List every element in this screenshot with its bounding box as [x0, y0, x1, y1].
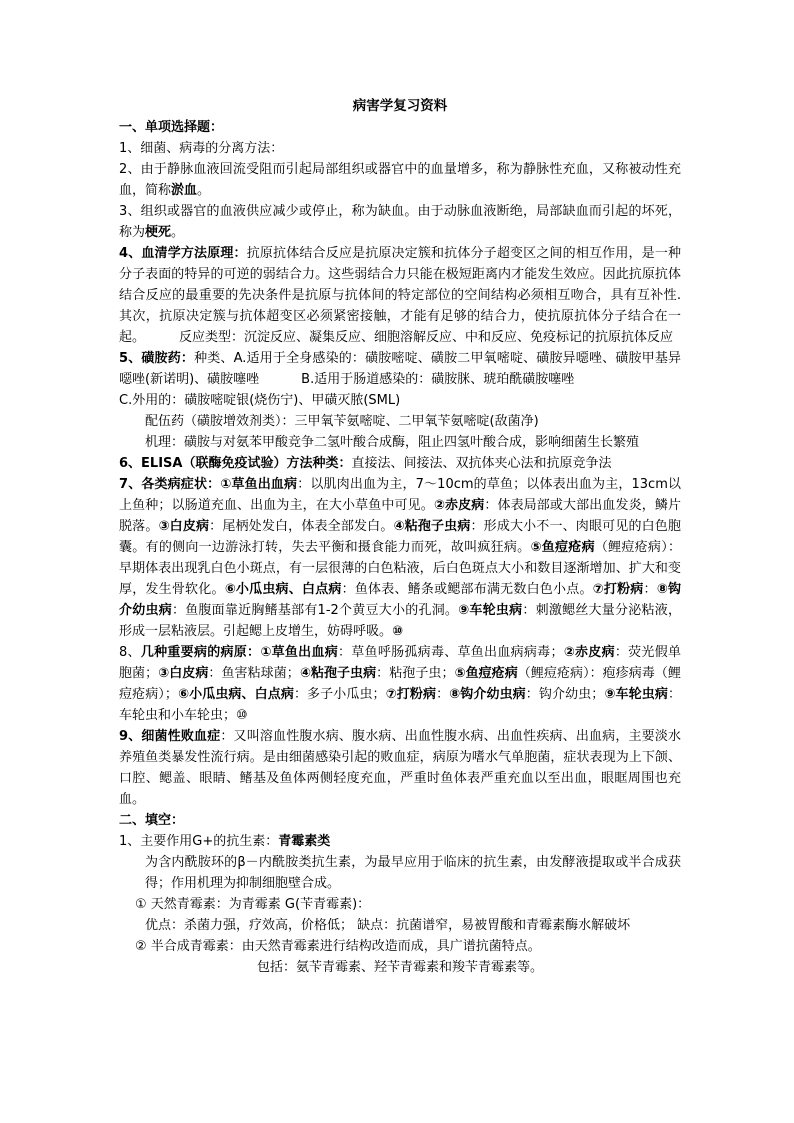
bold-term: ⑥小瓜虫病、白点病: [224, 582, 342, 597]
text: ：鱼体表、鳍条或鳃部布满无数白色小点。: [341, 582, 593, 597]
paragraph: 配伍药（磺胺增效剂类）：三甲氧苄氨嘧啶、二甲氧苄氨嘧啶(敌菌净): [145, 414, 539, 429]
text: B.适用于肠道感染的：磺胺脒、琥珀酰磺胺噻唑: [301, 372, 575, 387]
bold-term: 4、血清学方法原理：: [119, 246, 247, 261]
text: ：钩介幼虫；: [525, 687, 605, 702]
paragraph: 包括：氨苄青霉素、羟苄青霉素和羧苄青霉素等。: [257, 960, 544, 975]
bold-term: 淤血: [171, 183, 198, 198]
text: ：形成大小不一、肉眼可见的白色胞囊。有的侧向一边游泳打转，失去平衡和摄食能力而死，故叫疯狂病。: [119, 519, 681, 555]
paragraph: [119, 453, 681, 474]
text: 1、主要作用G+的抗生素：: [119, 834, 279, 849]
text: 反应类型：沉淀反应、凝集反应、细胞溶解反应、中和反应、免疫标记的抗原抗体反应: [179, 330, 674, 345]
bold-term: ④粘孢子虫病: [299, 666, 377, 681]
bold-term: ⑧钩介幼虫病: [119, 582, 681, 618]
bold-term: ⑩: [392, 624, 404, 639]
paragraph: 机理：磺胺与对氨苯甲酸竞争二氢叶酸合成酶，阻止四氢叶酸合成，影响细菌生长繁殖: [145, 435, 640, 450]
text: 3、组织或器官的血液供应减少或停止，称为缺血。由于动脉血液断绝，局部缺血而引起的坏死，称为: [119, 204, 681, 240]
bold-term: ①草鱼出血病: [220, 477, 298, 492]
document-title: 病害学复习资料: [352, 98, 448, 114]
text: 。: [197, 183, 211, 198]
bold-term: ⑦打粉病: [385, 687, 437, 702]
text: 抗原抗体结合反应是抗原决定簇和抗体分子超变区之间的相互作用，是一种分子表面的特异的可逆的弱结合力。这些弱结合力只能在极短距离内才能发生效应。因此抗原抗体结合反应的最重要的先决条件是抗原与抗体间的特定部位的空间结构必须相互吻合，具有互补性.其次，抗原决定簇与抗体超变区必须紧密接触，才能有足够的结合力，使抗原抗体分子结合在一起。: [119, 246, 681, 345]
bold-term: ⑤鱼痘疮病: [530, 540, 595, 555]
text: ：荧光假单胞菌；: [119, 645, 681, 681]
list-item: ② 半合成青霉素：由天然青霉素进行结构改造而成，具广谱抗菌特点。: [135, 939, 541, 954]
text: ：以肌肉出血为主，7～10cm的草鱼；以体表出血为主，13cm以上鱼种；以肠道充血、出血为主，在大小草鱼中可见。: [119, 477, 682, 513]
text: （鲤痘疮病）：疱疹病毒（鲤痘疮病）；: [119, 666, 681, 702]
bold-term: 9、细菌性败血症: [119, 729, 221, 744]
paragraph: [119, 348, 681, 390]
bold-term: ⑧钩介幼虫病: [449, 687, 526, 702]
bold-term: ⑦打粉病: [592, 582, 644, 597]
bold-term: ⑤鱼痘疮病: [454, 666, 518, 681]
paragraph: [119, 642, 681, 726]
bold-term: ④粘孢子虫病: [393, 519, 471, 534]
text: ：鱼害粘球菌；: [208, 666, 300, 681]
paragraph: [119, 159, 681, 201]
paragraph: [119, 831, 681, 852]
text: ：尾柄处发白，体表全部发白。: [209, 519, 394, 534]
paragraph: 优点：杀菌力强，疗效高，价格低； 缺点：抗菌谱窄，易被胃酸和青霉素酶水解破坏: [145, 918, 631, 933]
text: 种类、A.适用于全身感染的：磺胺嘧啶、磺胺二甲氧嘧啶、磺胺异噁唑、磺胺甲基异噁唑(新诺明)、磺胺噻唑: [119, 351, 681, 387]
bold-term: 7、各类病症状：: [119, 477, 221, 492]
paragraph: 1、细菌、病毒的分离方法：: [119, 141, 284, 156]
paragraph: [119, 243, 681, 348]
text: 2、由于静脉血液回流受阻而引起局部组织或器官中的血量增多，称为静脉性充血，又称被动性充血，简称: [119, 162, 681, 198]
text: ：粘孢子虫；: [376, 666, 455, 681]
bold-term: ⑨车轮虫病: [604, 687, 668, 702]
paragraph: 为含内酰胺环的β－内酰胺类抗生素，为最早应用于临床的抗生素，由发酵液提取或半合成获得；作用机理为抑制细胞壁合成。: [145, 855, 681, 891]
text: ：: [643, 582, 657, 597]
text: ：车轮虫和小车轮虫；⑩: [119, 687, 681, 723]
text: 。: [171, 225, 185, 240]
text: ：草鱼呼肠孤病毒、草鱼出血病病毒；: [338, 645, 564, 660]
paragraph: [119, 201, 681, 243]
text: ：又叫溶血性腹水病、腹水病、出血性腹水病、出血性疾病、出血病，主要淡水养殖鱼类暴发性流行病。是由细菌感染引起的败血症，病原为嗜水气单胞菌，症状表现为上下颌、口腔、鳃盖、眼睛、鳍基及鱼体两侧轻度充血，严重时鱼体表严重充血以至出血，眼眶周围也充血。: [119, 729, 681, 807]
text: ：: [436, 687, 450, 702]
bold-term: 5、磺胺药：: [119, 351, 195, 366]
text: （鲤痘疮病）：早期体表出现乳白色小斑点，有一层很薄的白色粘液，后白色斑点大小和数目逐渐增加、扩大和变厚，发生骨软化。: [119, 540, 681, 597]
section-heading: 一、单项选择题：: [119, 120, 224, 135]
bold-term: 6、ELISA（联酶免疫试验）方法种类：: [119, 456, 352, 471]
paragraph: [119, 726, 681, 810]
paragraph: [119, 474, 681, 642]
text: ：多子小瓜虫；: [293, 687, 386, 702]
text: 8、: [119, 645, 141, 660]
list-item: ① 天然青霉素：为青霉素 G(苄青霉素)：: [135, 897, 371, 912]
bold-term: ⑨车轮虫病: [458, 603, 523, 618]
section-heading: 二、填空：: [119, 813, 185, 828]
text: 直接法、间接法、双抗体夹心法和抗原竞争法: [351, 456, 612, 471]
bold-term: 青霉素类: [278, 834, 331, 849]
bold-term: ③白皮病: [158, 519, 210, 534]
bold-term: ③白皮病: [158, 666, 209, 681]
bold-term: ②赤皮病: [433, 498, 485, 513]
bold-term: ⑥小瓜虫病、白点病: [177, 687, 294, 702]
text: ：体表局部或大部出血发炎，鳞片脱落。: [119, 498, 681, 534]
bold-term: 几种重要病的病原：①草鱼出血病: [140, 645, 338, 660]
bold-term: 梗死: [145, 225, 172, 240]
paragraph: C.外用的：磺胺嘧啶银(烧伤宁)、甲磺灭脓(SML): [119, 393, 401, 408]
bold-term: ②赤皮病: [563, 645, 615, 660]
text: ：鱼腹面靠近胸鳍基部有1-2个黄豆大小的孔洞。: [171, 603, 459, 618]
document-page: [119, 96, 681, 978]
text: ：刺激鳃丝大量分泌粘液，形成一层粘液层。引起鳃上皮增生，妨碍呼吸。: [119, 603, 681, 639]
